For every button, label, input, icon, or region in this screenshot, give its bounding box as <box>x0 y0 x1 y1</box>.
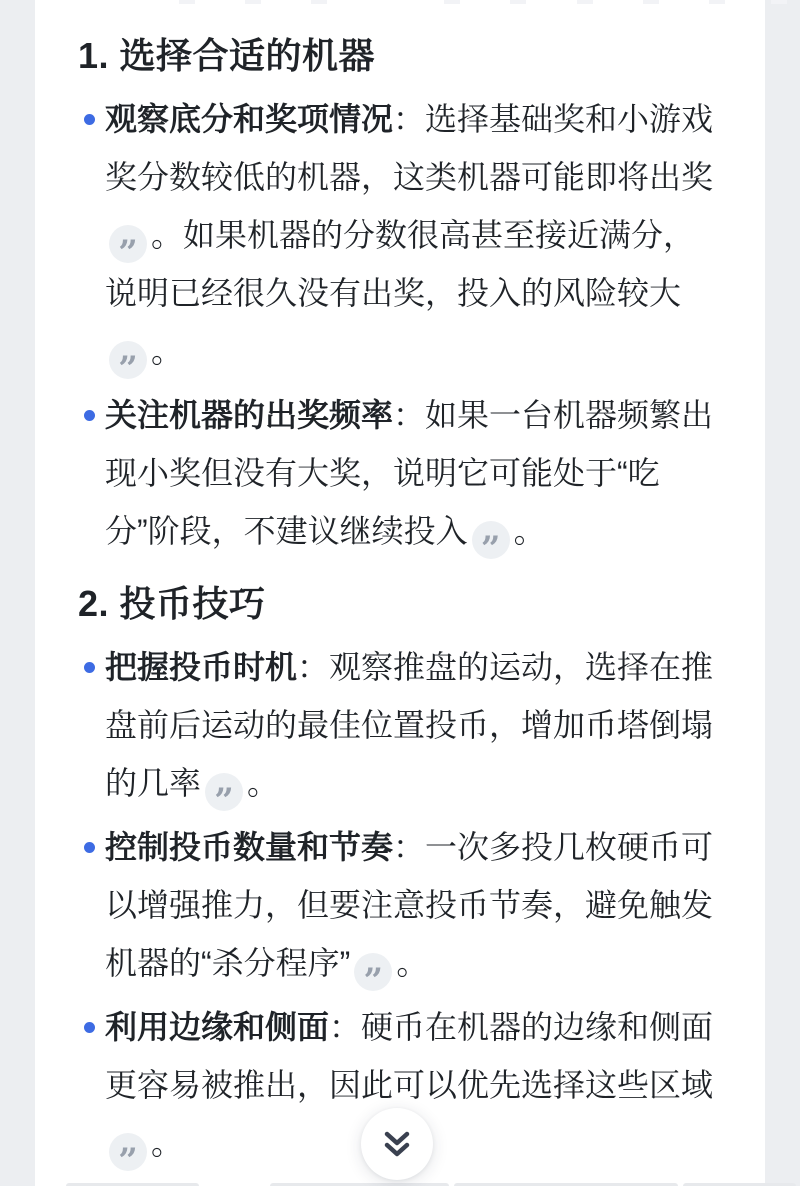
answer-card <box>35 0 765 1186</box>
bullet-text: ：选择基础奖和小游戏奖分数较低的机器，这类机器可能即将出奖 <box>105 101 714 195</box>
top-remnant-mark <box>643 0 659 4</box>
scroll-to-bottom-button[interactable] <box>361 1108 433 1180</box>
bullet-text: 。 <box>151 1125 184 1161</box>
bullet-dot-icon <box>84 114 95 125</box>
quote-icon: ” <box>214 781 234 821</box>
citation-quote-badge[interactable] <box>354 953 392 1001</box>
bullet-dot-icon <box>84 1022 95 1033</box>
quote-icon: ” <box>118 349 138 389</box>
citation-quote-badge[interactable] <box>109 225 147 273</box>
bullet-label: 关注机器的出奖频率 <box>105 397 394 433</box>
bullet-text: ：观察推盘的运动，选择在推盘前后运动的最佳位置投币，增加币塔倒塌的几率 <box>105 649 714 801</box>
top-remnant-mark <box>709 0 725 4</box>
quote-icon: ” <box>480 529 501 569</box>
top-remnant-mark <box>510 0 526 4</box>
citation-quote-badge[interactable] <box>109 1133 147 1181</box>
bullet-dot-icon <box>84 842 95 853</box>
bullet-label: 控制投币数量和节奏 <box>105 829 394 865</box>
bullet-label: 利用边缘和侧面 <box>105 1009 330 1045</box>
top-remnant-mark <box>444 0 460 4</box>
bullet-text: 。 <box>247 765 280 801</box>
answer-content <box>78 30 717 1181</box>
top-remnant-mark <box>245 0 261 4</box>
quote-icon: ” <box>118 1141 138 1181</box>
citation-quote-badge[interactable] <box>109 341 147 389</box>
bullet-item <box>78 818 717 1001</box>
top-remnant-mark <box>771 0 787 4</box>
quote-icon: ” <box>363 961 384 1001</box>
bullet-item <box>78 386 717 569</box>
bullet-item <box>78 638 717 821</box>
bullet-text: ：硬币在机器的边缘和侧面更容易被推出，因此可以优先选择这些区域 <box>105 1009 714 1103</box>
bullet-text: 。如果机器的分数很高甚至接近满分，说明已经很久没有出奖，投入的风险较大 <box>105 217 696 311</box>
bullet-text: 。 <box>513 513 546 549</box>
bullet-text: 。 <box>396 945 429 981</box>
bullet-label: 观察底分和奖项情况 <box>105 101 394 137</box>
double-chevron-down-icon <box>379 1126 415 1162</box>
bullet-text: ：一次多投几枚硬币可以增强推力，但要注意投币节奏，避免触发机器的“杀分程序” <box>105 829 714 981</box>
top-remnant-mark <box>311 0 327 4</box>
top-remnant-mark <box>179 0 195 4</box>
section-heading: 2. 投币技巧 <box>78 583 266 624</box>
top-remnant-mark <box>577 0 593 4</box>
bullet-text: 。 <box>151 333 184 369</box>
section-heading: 1. 选择合适的机器 <box>78 35 376 76</box>
quote-icon: ” <box>118 233 138 273</box>
bullet-dot-icon <box>84 662 95 673</box>
citation-quote-badge[interactable] <box>205 773 243 821</box>
bullet-item <box>78 90 717 389</box>
bullet-list <box>78 90 717 569</box>
citation-quote-badge[interactable] <box>472 521 510 569</box>
bullet-label: 把握投币时机 <box>105 649 298 685</box>
bullet-text: ：如果一台机器频繁出现小奖但没有大奖，说明它可能处于“吃分”阶段，不建议继续投入 <box>105 397 714 549</box>
bullet-list <box>78 638 717 1181</box>
bullet-dot-icon <box>84 410 95 421</box>
